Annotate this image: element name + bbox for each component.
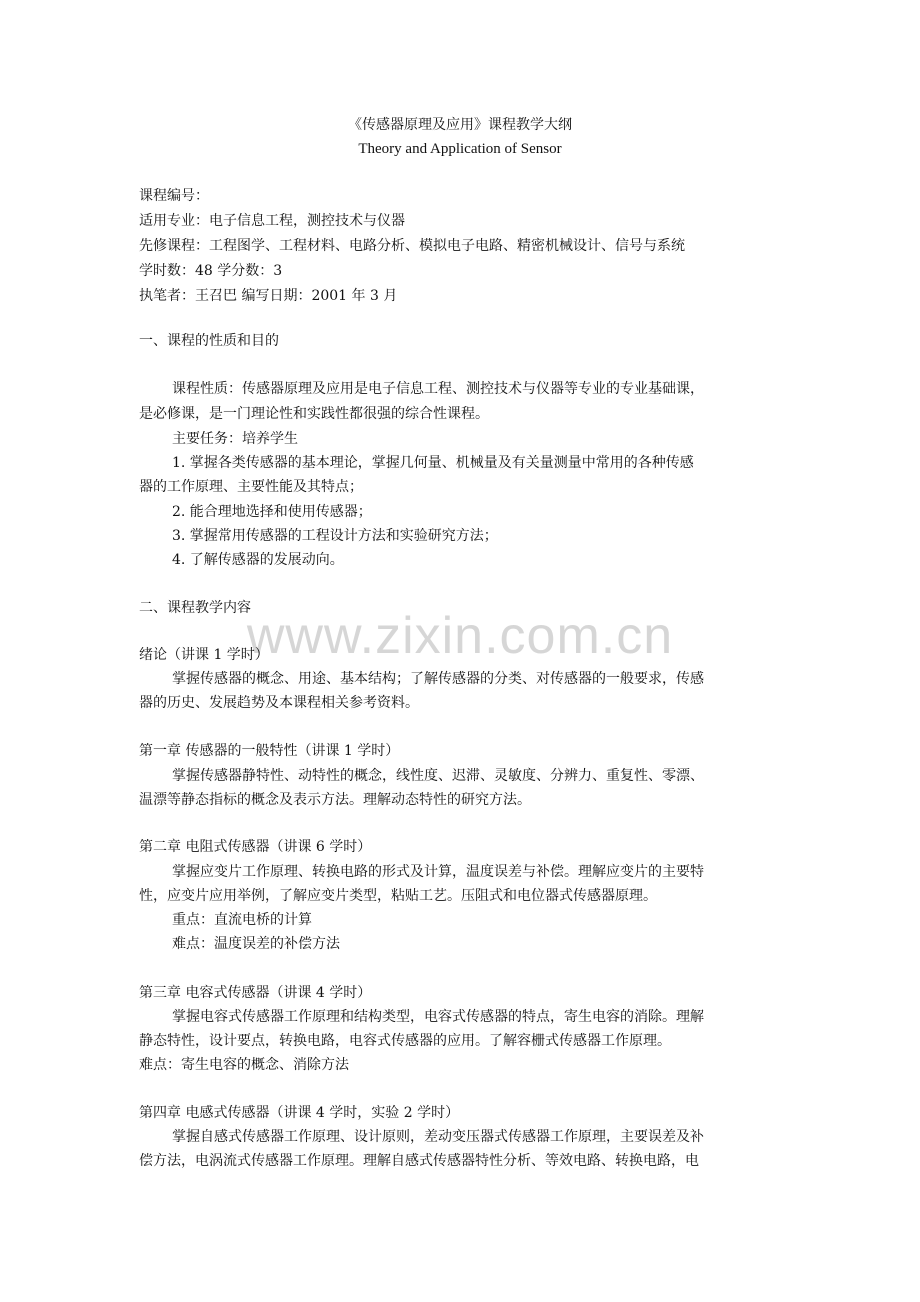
document-title: 《传感器原理及应用》课程教学大纲 — [348, 117, 572, 133]
chapter-title: 第一章 传感器的一般特性（讲课 1 学时） — [139, 743, 400, 759]
paragraph-line: 掌握传感器静特性、动特性的概念，线性度、迟滞、灵敏度、分辨力、重复性、零漂、 — [172, 768, 704, 784]
applicable-major: 适用专业：电子信息工程，测控技术与仪器 — [139, 213, 405, 229]
chapter-title: 第三章 电容式传感器（讲课 4 学时） — [139, 985, 372, 1001]
document-subtitle: Theory and Application of Sensor — [358, 141, 562, 157]
credit-hours: 学时数：48 学分数：3 — [139, 263, 283, 279]
paragraph-line: 主要任务：培养学生 — [172, 431, 298, 447]
list-item: 3. 掌握常用传感器的工程设计方法和实验研究方法； — [172, 528, 498, 544]
paragraph-line: 偿方法，电涡流式传感器工作原理。理解自感式传感器特性分析、等效电路、转换电路，电 — [139, 1153, 699, 1169]
paragraph-line: 是必修课，是一门理论性和实践性都很强的综合性课程。 — [139, 406, 489, 422]
difficult-point: 难点：寄生电容的概念、消除方法 — [139, 1057, 349, 1073]
course-number: 课程编号： — [139, 188, 209, 204]
paragraph-line: 课程性质：传感器原理及应用是电子信息工程、测控技术与仪器等专业的专业基础课， — [172, 381, 704, 397]
list-item: 器的工作原理、主要性能及其特点； — [139, 479, 363, 495]
section-heading: 二、课程教学内容 — [139, 600, 251, 616]
paragraph-line: 掌握电容式传感器工作原理和结构类型，电容式传感器的特点，寄生电容的消除。理解 — [172, 1009, 704, 1025]
paragraph-line: 掌握传感器的概念、用途、基本结构；了解传感器的分类、对传感器的一般要求，传感 — [172, 671, 704, 687]
paragraph-line: 温漂等静态指标的概念及表示方法。理解动态特性的研究方法。 — [139, 792, 531, 808]
watermark: www.zixin.com.cn — [246, 607, 674, 665]
key-point: 重点：直流电桥的计算 — [172, 912, 312, 928]
chapter-title: 第四章 电感式传感器（讲课 4 学时，实验 2 学时） — [139, 1105, 460, 1121]
list-item: 2. 能合理地选择和使用传感器； — [172, 504, 372, 520]
list-item: 4. 了解传感器的发展动向。 — [172, 552, 344, 568]
chapter-title: 第二章 电阻式传感器（讲课 6 学时） — [139, 839, 372, 855]
chapter-title: 绪论（讲课 1 学时） — [139, 647, 269, 663]
list-item: 1. 掌握各类传感器的基本理论，掌握几何量、机械量及有关量测量中常用的各种传感 — [172, 455, 694, 471]
paragraph-line: 静态特性，设计要点，转换电路，电容式传感器的应用。了解容栅式传感器工作原理。 — [139, 1033, 671, 1049]
difficult-point: 难点：温度误差的补偿方法 — [172, 936, 340, 952]
paragraph-line: 器的历史、发展趋势及本课程相关参考资料。 — [139, 695, 419, 711]
author-date: 执笔者：王召巴 编写日期：2001 年 3 月 — [139, 288, 398, 304]
paragraph-line: 掌握应变片工作原理、转换电路的形式及计算，温度误差与补偿。理解应变片的主要特 — [172, 864, 704, 880]
section-heading: 一、课程的性质和目的 — [139, 333, 279, 349]
paragraph-line: 性，应变片应用举例，了解应变片类型，粘贴工艺。压阻式和电位器式传感器原理。 — [139, 888, 657, 904]
prerequisite-courses: 先修课程：工程图学、工程材料、电路分析、模拟电子电路、精密机械设计、信号与系统 — [139, 238, 685, 254]
paragraph-line: 掌握自感式传感器工作原理、设计原则，差动变压器式传感器工作原理，主要误差及补 — [172, 1129, 704, 1145]
